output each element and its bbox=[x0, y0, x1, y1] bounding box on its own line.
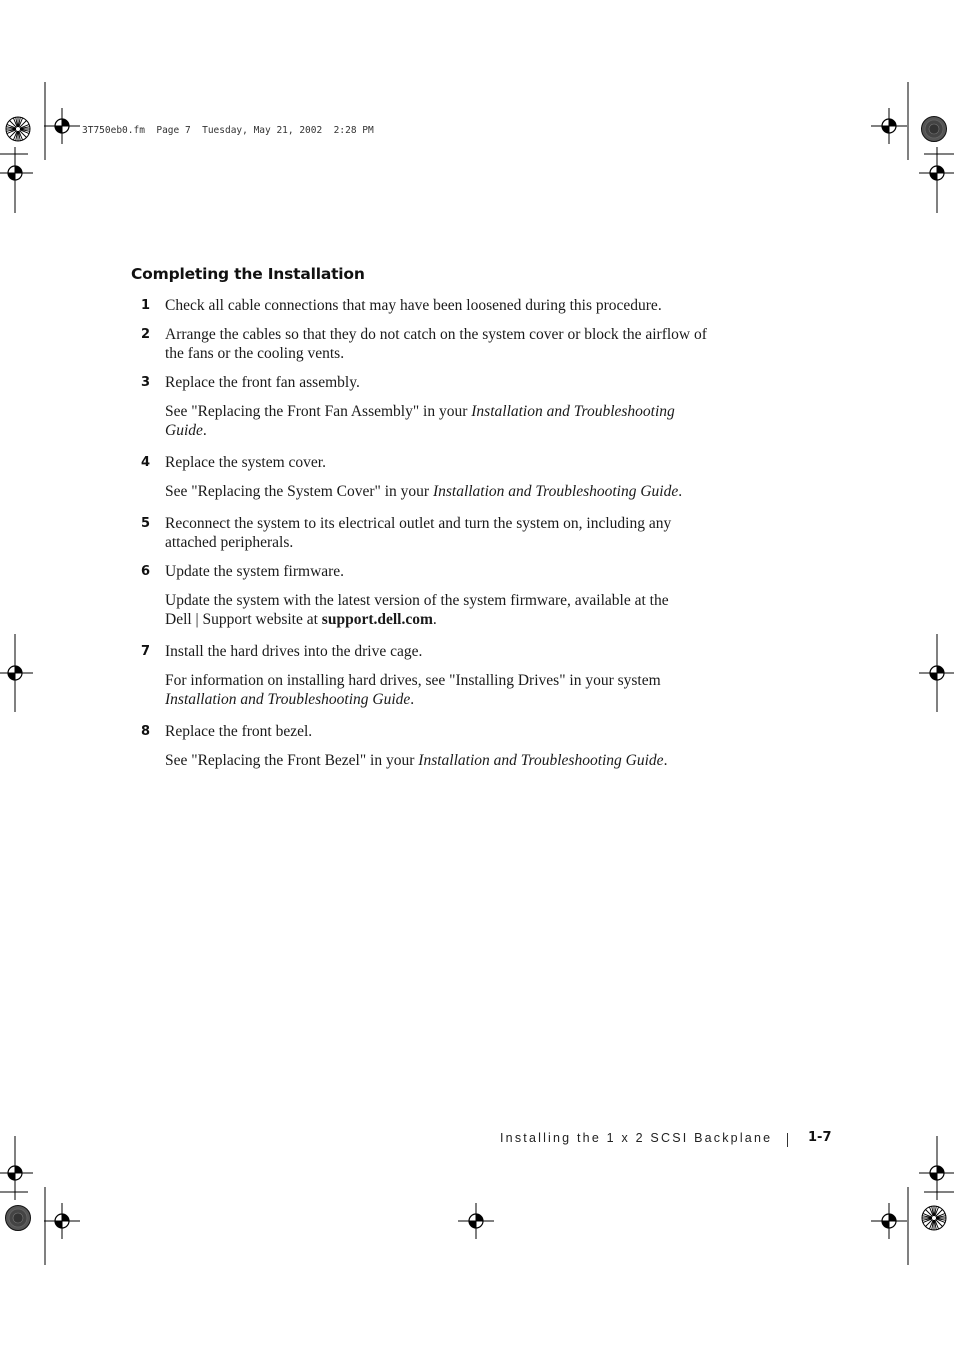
step-detail: See "Replacing the Front Fan Assembly" in your Installation and Troubleshooting bbox=[165, 403, 675, 420]
registration-sunburst-icon bbox=[922, 1206, 946, 1230]
step-detail: See "Replacing the System Cover" in your Installation and Troubleshooting Guide. bbox=[165, 483, 683, 500]
support-website-link: support.dell.com bbox=[321, 611, 433, 628]
step-detail: Dell | Support website at support.dell.com. bbox=[165, 611, 437, 628]
step-detail: Guide. bbox=[165, 422, 207, 439]
registration-target-icon bbox=[458, 1203, 494, 1239]
step-number: 2 bbox=[141, 327, 151, 342]
step-number: 1 bbox=[141, 298, 151, 313]
step-number: 8 bbox=[141, 724, 151, 739]
registration-solid-icon bbox=[6, 1206, 31, 1231]
registration-solid-icon bbox=[922, 117, 947, 142]
step-number: 7 bbox=[141, 644, 151, 659]
registration-sunburst-icon bbox=[6, 117, 30, 141]
step-number: 3 bbox=[141, 375, 151, 390]
step-detail: For information on installing hard drives, see "Installing Drives" in your system bbox=[165, 672, 661, 689]
registration-target-icon bbox=[0, 655, 33, 691]
footer-chapter-title: Installing the 1 x 2 SCSI Backplane bbox=[500, 1131, 773, 1145]
step-text: Reconnect the system to its electrical outlet and turn the system on, including any bbox=[165, 515, 672, 532]
step-text: attached peripherals. bbox=[165, 534, 294, 551]
step-text: Install the hard drives into the drive cage. bbox=[165, 643, 423, 660]
step-text: the fans or the cooling vents. bbox=[165, 345, 345, 362]
registration-target-icon bbox=[0, 1155, 33, 1191]
step-number: 6 bbox=[141, 564, 151, 579]
step-text: Replace the front fan assembly. bbox=[165, 374, 360, 391]
step-detail: Update the system with the latest version of the system firmware, available at the bbox=[165, 592, 669, 609]
registration-target-icon bbox=[871, 108, 907, 144]
step-text: Check all cable connections that may have been loosened during this procedure. bbox=[165, 297, 662, 314]
step-text: Update the system firmware. bbox=[165, 563, 345, 580]
section-heading: Completing the Installation bbox=[131, 265, 365, 283]
registration-target-icon bbox=[0, 155, 33, 191]
step-text: Arrange the cables so that they do not catch on the system cover or block the airflow of bbox=[165, 326, 707, 343]
footer-page-number: 1-7 bbox=[808, 1130, 832, 1145]
step-number: 5 bbox=[141, 516, 151, 531]
registration-target-icon bbox=[44, 108, 80, 144]
step-text: Replace the front bezel. bbox=[165, 723, 313, 740]
registration-target-icon bbox=[919, 155, 954, 191]
registration-target-icon bbox=[919, 1155, 954, 1191]
step-number: 4 bbox=[141, 455, 151, 470]
registration-target-icon bbox=[44, 1203, 80, 1239]
registration-target-icon bbox=[919, 655, 954, 691]
registration-target-icon bbox=[871, 1203, 907, 1239]
step-detail: Installation and Troubleshooting Guide. bbox=[165, 691, 415, 708]
file-stamp: 3T750eb0.fm Page 7 Tuesday, May 21, 2002 2:28 PM bbox=[82, 125, 374, 136]
step-text: Replace the system cover. bbox=[165, 454, 326, 471]
step-detail: See "Replacing the Front Bezel" in your Installation and Troubleshooting Guide. bbox=[165, 752, 668, 769]
footer-divider bbox=[787, 1133, 788, 1147]
